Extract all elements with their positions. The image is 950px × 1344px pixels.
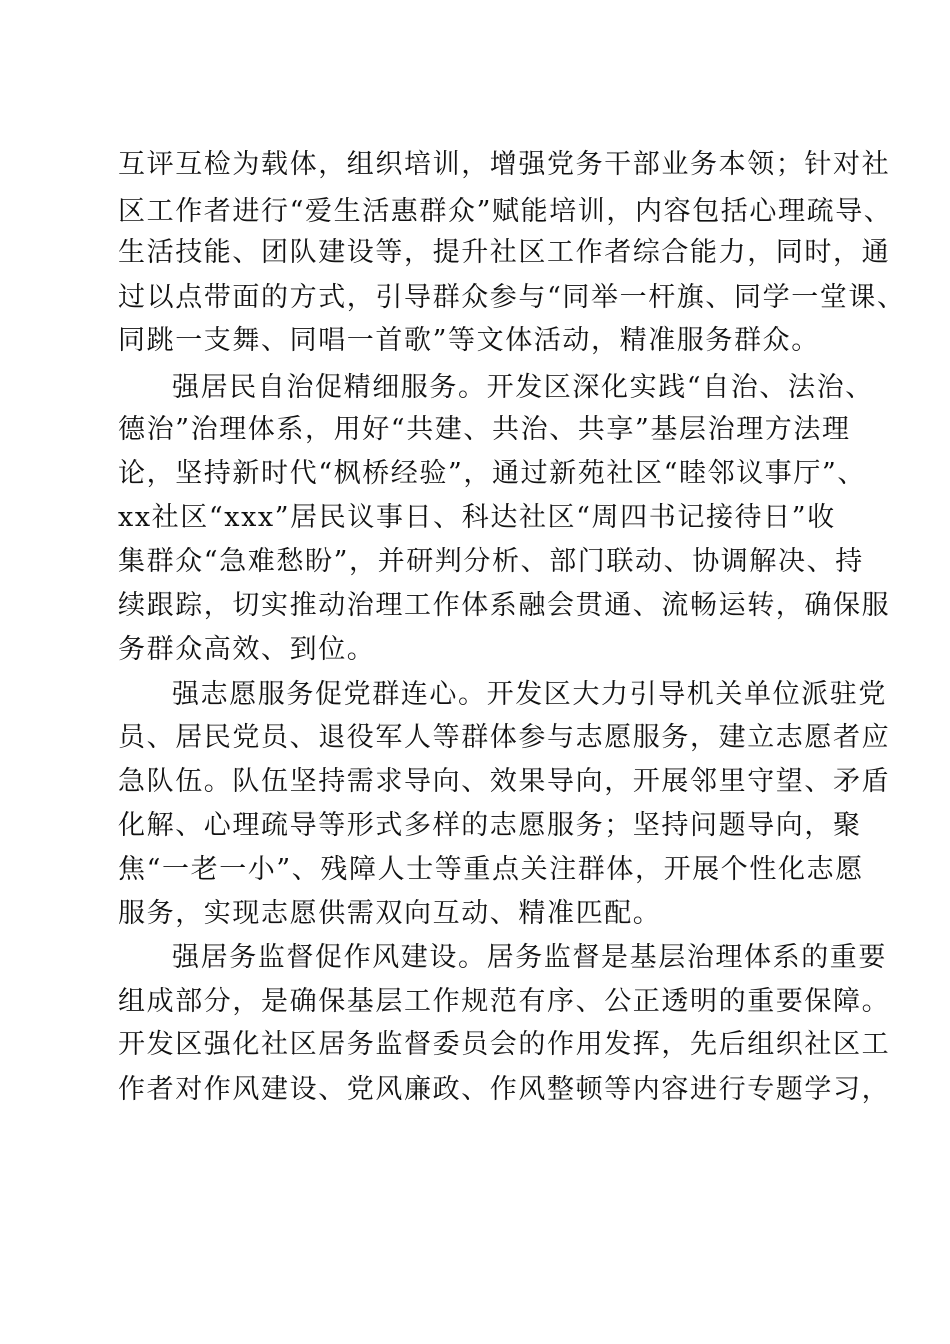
text-line: 同跳一支舞、同唱一首歌”等文体活动，精准服务群众。 [118, 325, 820, 356]
text-line: 务群众高效、到位。 [118, 634, 376, 665]
text-line: 生活技能、团队建设等，提升社区工作者综合能力，同时，通 [118, 237, 891, 268]
text-line: 德治”治理体系，用好“共建、共治、共享”基层治理方法理 [118, 414, 851, 445]
text-line: xx社区“xxx”居民议事日、科达社区“周四书记接待日”收 [118, 502, 836, 533]
text-line: 急队伍。队伍坚持需求导向、效果导向，开展邻里守望、矛盾 [118, 766, 891, 797]
text-line: 作者对作风建设、党风廉政、作风整顿等内容进行专题学习， [118, 1074, 891, 1105]
text-line: 论，坚持新时代“枫桥经验”，通过新苑社区“睦邻议事厅”、 [118, 458, 867, 489]
text-line: 组成部分，是确保基层工作规范有序、公正透明的重要保障。 [118, 986, 891, 1017]
text-line: 集群众“急难愁盼”，并研判分析、部门联动、协调解决、持 [118, 546, 864, 577]
text-line: 互评互检为载体，组织培训，增强党务干部业务本领；针对社 [118, 149, 891, 180]
text-line: 化解、心理疏导等形式多样的志愿服务；坚持问题导向，聚 [118, 810, 862, 841]
text-line: 员、居民党员、退役军人等群体参与志愿服务，建立志愿者应 [118, 722, 891, 753]
text-line: 焦“一老一小”、残障人士等重点关注群体，开展个性化志愿 [118, 854, 864, 885]
text-line: 服务，实现志愿供需双向互动、精准匹配。 [118, 898, 662, 929]
text-line: 过以点带面的方式，引导群众参与“同举一杆旗、同学一堂课、 [118, 282, 906, 313]
paragraph-heading-line: 强居民自治促精细服务。开发区深化实践“自治、法治、 [172, 372, 874, 403]
text-line: 开发区强化社区居务监督委员会的作用发挥，先后组织社区工 [118, 1029, 891, 1060]
text-line: 区工作者进行“爱生活惠群众”赋能培训，内容包括心理疏导、 [118, 196, 893, 227]
paragraph-heading-line: 强志愿服务促党群连心。开发区大力引导机关单位派驻党 [172, 679, 887, 710]
text-line: 续跟踪，切实推动治理工作体系融会贯通、流畅运转，确保服 [118, 590, 891, 621]
paragraph-heading-line: 强居务监督促作风建设。居务监督是基层治理体系的重要 [172, 942, 887, 973]
